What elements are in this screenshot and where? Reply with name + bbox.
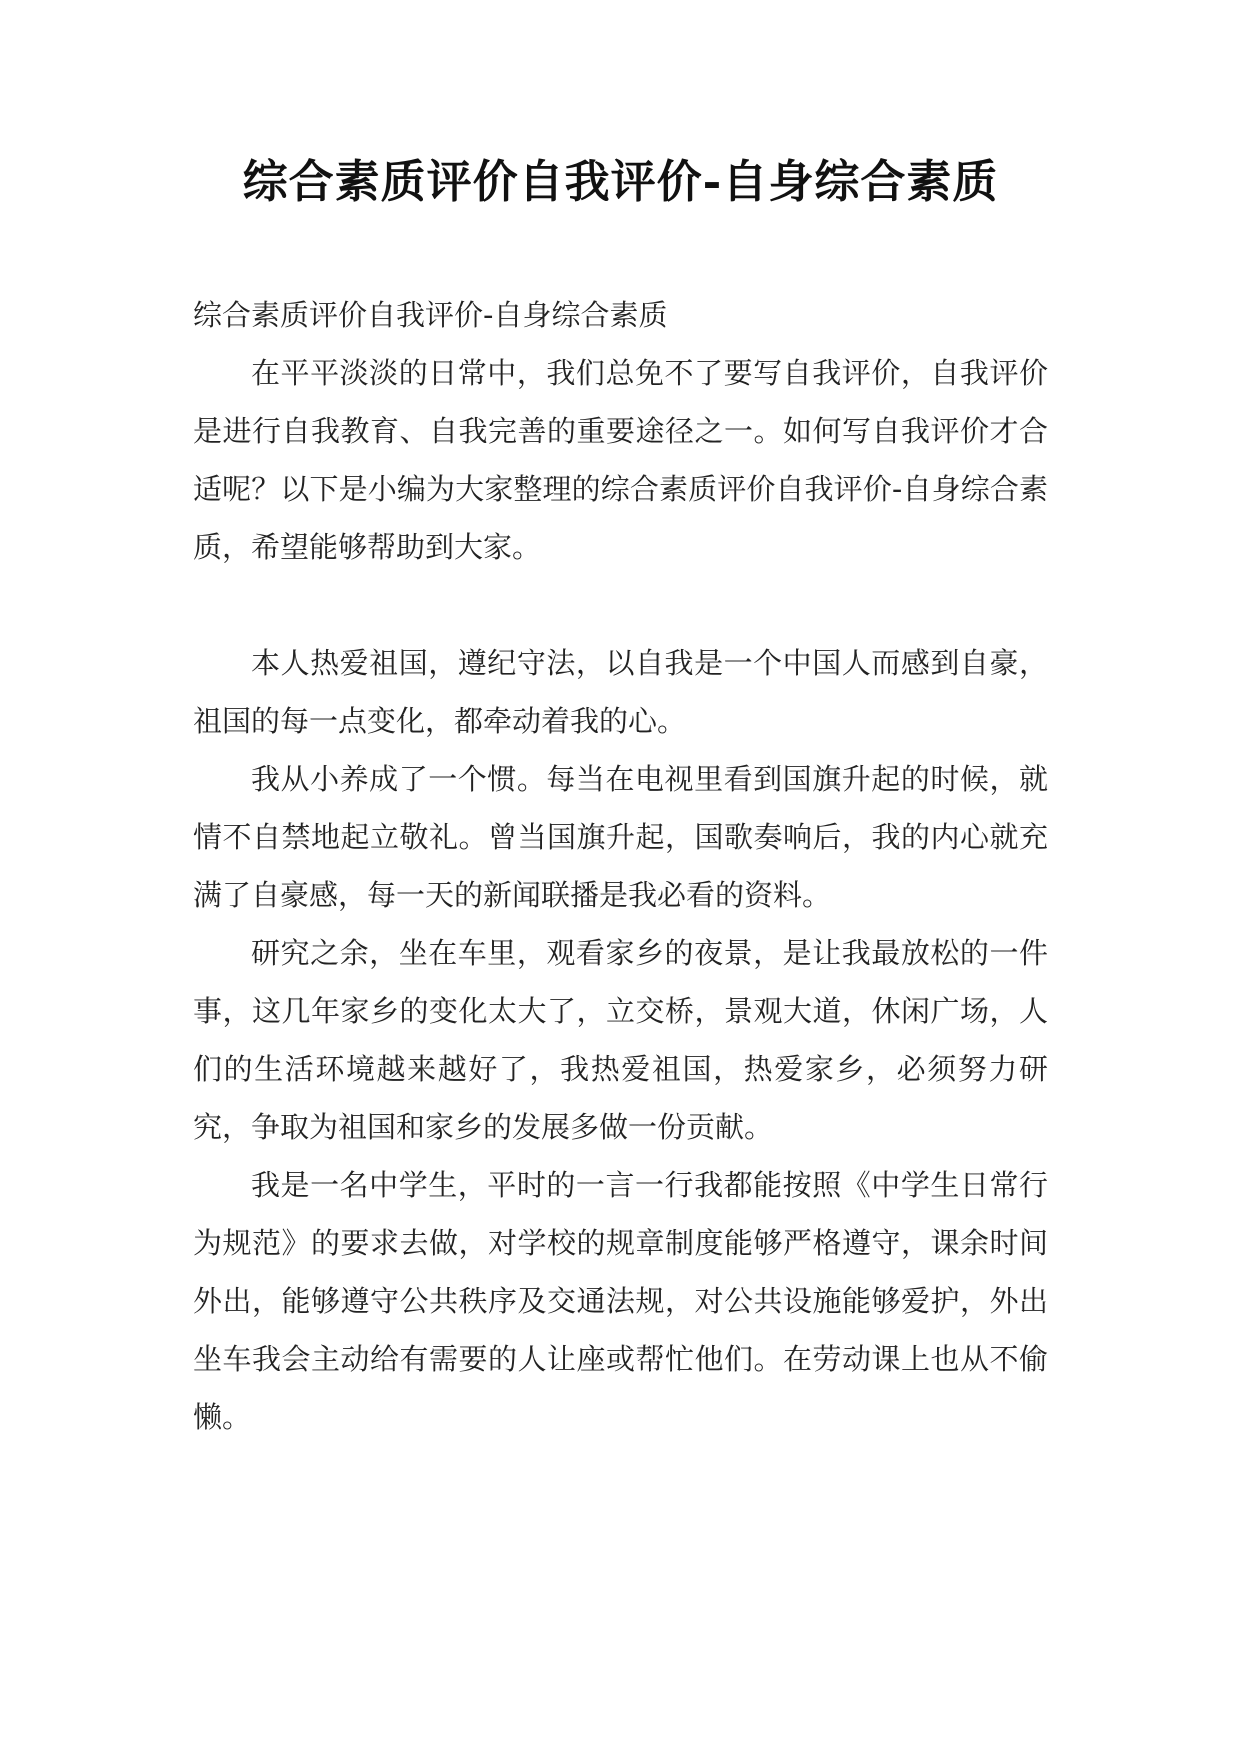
body-paragraph-intro: 在平平淡淡的日常中，我们总免不了要写自我评价，自我评价是进行自我教育、自我完善的重要途径之一。如何写自我评价才合适呢？以下是小编为大家整理的综合素质评价自我评价-自身综合素质，希望能够帮助到大家。 [193,356,1048,564]
body-paragraph-hometown: 研究之余，坐在车里，观看家乡的夜景，是让我最放松的一件事，这几年家乡的变化太大了，立交桥，景观大道，休闲广场，人们的生活环境越来越好了，我热爱祖国，热爱家乡，必须努力研究，争取为祖国和家乡的发展多做一份贡献。 [193,936,1048,1144]
body-paragraph-flag-habit: 我从小养成了一个惯。每当在电视里看到国旗升起的时候，就情不自禁地起立敬礼。曾当国旗升起，国歌奏响后，我的内心就充满了自豪感，每一天的新闻联播是我必看的资料。 [193,762,1048,912]
body-paragraph-conduct: 我是一名中学生，平时的一言一行我都能按照《中学生日常行为规范》的要求去做，对学校的规章制度能够严格遵守，课余时间外出，能够遵守公共秩序及交通法规，对公共设施能够爱护，外出坐车我会主动给有需要的人让座或帮忙他们。在劳动课上也从不偷懒。 [193,1168,1048,1434]
document-subtitle: 综合素质评价自我评价-自身综合素质 [193,298,668,332]
document-title: 综合素质评价自我评价-自身综合素质 [242,155,999,208]
body-paragraph-patriotism: 本人热爱祖国，遵纪守法，以自我是一个中国人而感到自豪，祖国的每一点变化，都牵动着我的心。 [193,646,1048,738]
document-body [193,286,1048,1446]
